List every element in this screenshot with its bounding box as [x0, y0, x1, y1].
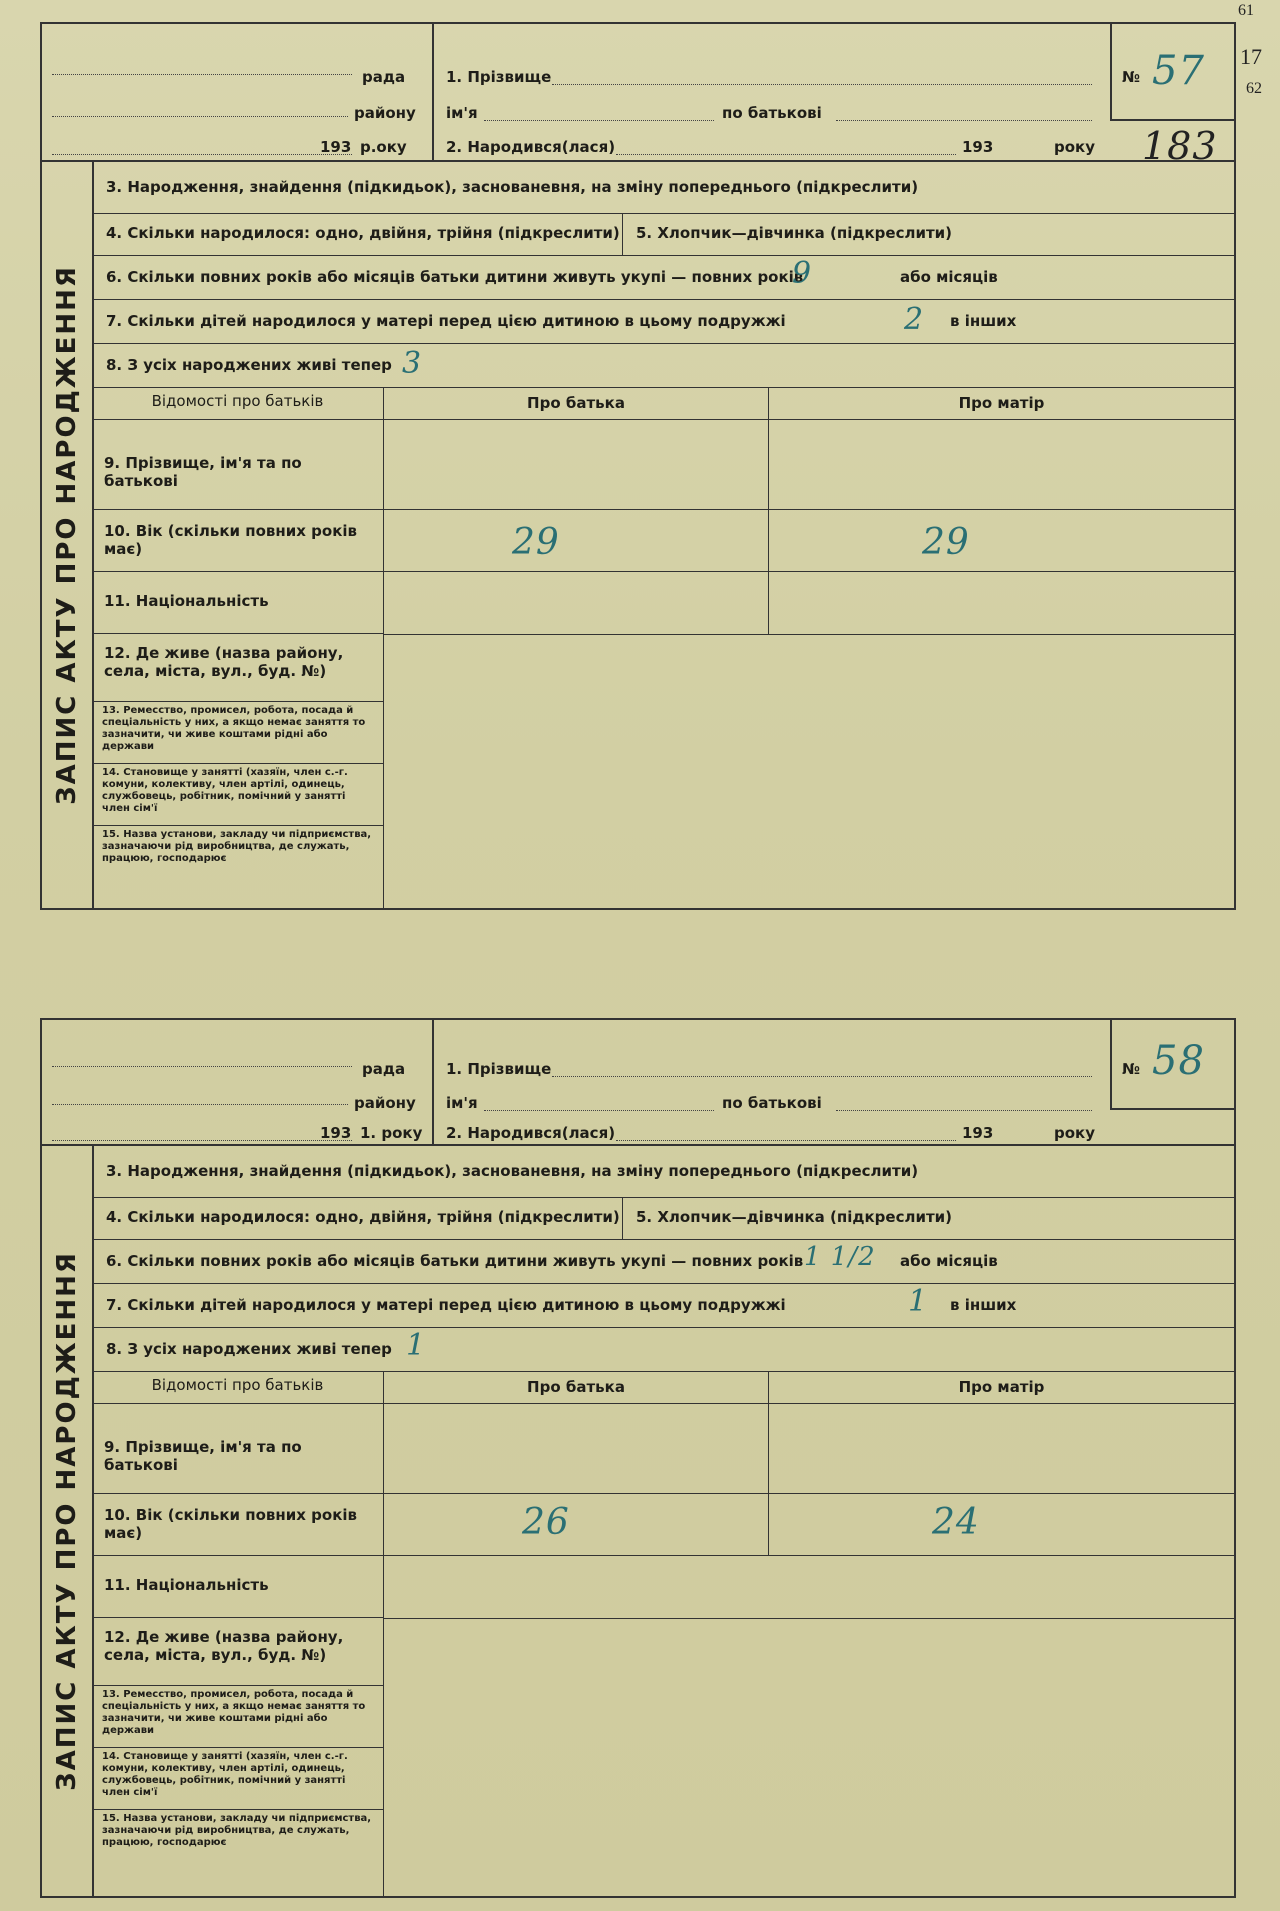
record-header: [40, 1018, 1236, 1146]
surname-label: 1. Прізвище: [446, 68, 552, 86]
born-year-label: року: [1054, 138, 1096, 156]
record-body: ЗАПИС АКТУ ПРО НАРОДЖЕННЯ 3. Народження, знайдення (підкидьок), заснованевня, на зміну попереднього (підкреслити) 4. Скільки народилося: одно, двійня, трійня (підкреслити) 5. Хлопчик—дівчинка (підкреслити) 6. Скільки повних років або місяців батьки дитини живуть укупі — повних років 1 1/2 або місяців 7. Скільки дітей народилося у матері перед цією дитиною в цьому подружжі 1 в інших 8. З усіх народжених живі тепер 1 Відомості про батьків Про батька Про матір 9. Прізвище, ім'я та по батькові 10. Вік (скільки повних років має) 11. Національність 12. Де живе (назва району, села, міста, вул., буд. №) 13. Ремесство, промисел, робота, посада й спеціальність у них, а якщо немає заняття то зазначити, чи живе коштами рідні або держави 14. Становище у занятті (хазяїн, член с.-г. комуни, колективу, член артілі, одинець, службовець, робітник, помічний у занятті член сім'ї 15. Назва установи, закладу чи підприємства, зазначаючи рід виробництва, де служать, працюю, господарює 26 24: [40, 1144, 1236, 1898]
record-body: [40, 160, 1236, 910]
record-number-block: [1110, 24, 1236, 121]
record-number-block: № 58: [1110, 1020, 1236, 1110]
row-living-now: 8. З усіх народжених живі тепер 3: [92, 344, 1234, 388]
record-side-title: ЗАПИС АКТУ ПРО НАРОДЖЕННЯ: [42, 162, 94, 908]
row-years-together: 6. Скільки повних років або місяців батьки дитини живуть укупі — повних років 9 або місяців: [92, 256, 1234, 300]
record-side-title: ЗАПИС АКТУ ПРО НАРОДЖЕННЯ: [42, 1146, 94, 1896]
born-label: 2. Народився(лася): [446, 138, 616, 156]
row-birth-type: 3. Народження, знайдення (підкидьок), заснованевня, на зміну попереднього (підкреслити): [92, 162, 1234, 214]
council-label: рада: [362, 68, 406, 86]
born-year-prefix: 193: [962, 138, 994, 156]
district-label: району: [354, 104, 416, 122]
number-label: №: [1122, 68, 1141, 86]
child-info-block: 1. Прізвище ім'я по батькові 2. Народився(лася) 193 року: [446, 1060, 1096, 1142]
council-block: рада району 193 1. року: [42, 1020, 434, 1146]
year-prefix: 193: [320, 138, 352, 156]
father-age-hw: 29: [512, 522, 560, 563]
parents-info-header: Відомості про батьків: [92, 388, 384, 420]
page-number-note: 61: [1238, 2, 1254, 19]
council-block: [42, 24, 434, 162]
record-number: 58: [1152, 1038, 1205, 1084]
q15-label: 15. Назва установи, закладу чи підприємства, зазначаючи рід виробництва, де служать, працюю, господарює: [92, 826, 384, 910]
year-suffix: р.оку: [360, 138, 407, 156]
q10-label: 10. Вік (скільки повних років має): [92, 510, 384, 572]
child-info-block: [432, 24, 1102, 162]
row-children-before: 7. Скільки дітей народилося у матері перед цією дитиною в цьому подружжі 2 в інших: [92, 300, 1234, 344]
q11-label: 11. Національність: [92, 572, 384, 634]
row-count-sex: 4. Скільки народилося: одно, двійня, трійня (підкреслити) 5. Хлопчик—дівчинка (підкреслити): [92, 214, 1234, 256]
record-header: [40, 22, 1236, 168]
mother-header: Про матір: [769, 388, 1234, 420]
q13-label: 13. Ремесство, промисел, робота, посада й спеціальність у них, а якщо немає заняття то зазначити, чи живе коштами рідні або держави: [92, 702, 384, 764]
q9-label: 9. Прізвище, ім'я та по батькові: [92, 420, 384, 510]
ref-note: 17: [1240, 44, 1262, 69]
sub-note: 62: [1246, 80, 1262, 97]
extra-number-handwriting: 183: [1142, 124, 1218, 168]
father-header: Про батька: [384, 388, 769, 420]
record-number: 57: [1152, 48, 1205, 94]
patronymic-label: по батькові: [722, 104, 822, 122]
mother-age-hw: 29: [922, 522, 970, 563]
name-label: ім'я: [446, 104, 478, 122]
q12-label: 12. Де живе (назва району, села, міста, вул., буд. №): [92, 634, 384, 702]
q14-label: 14. Становище у занятті (хазяїн, член с.-г. комуни, колективу, член артілі, одинець, службовець, робітник, помічний у занятті член сім'ї: [92, 764, 384, 826]
